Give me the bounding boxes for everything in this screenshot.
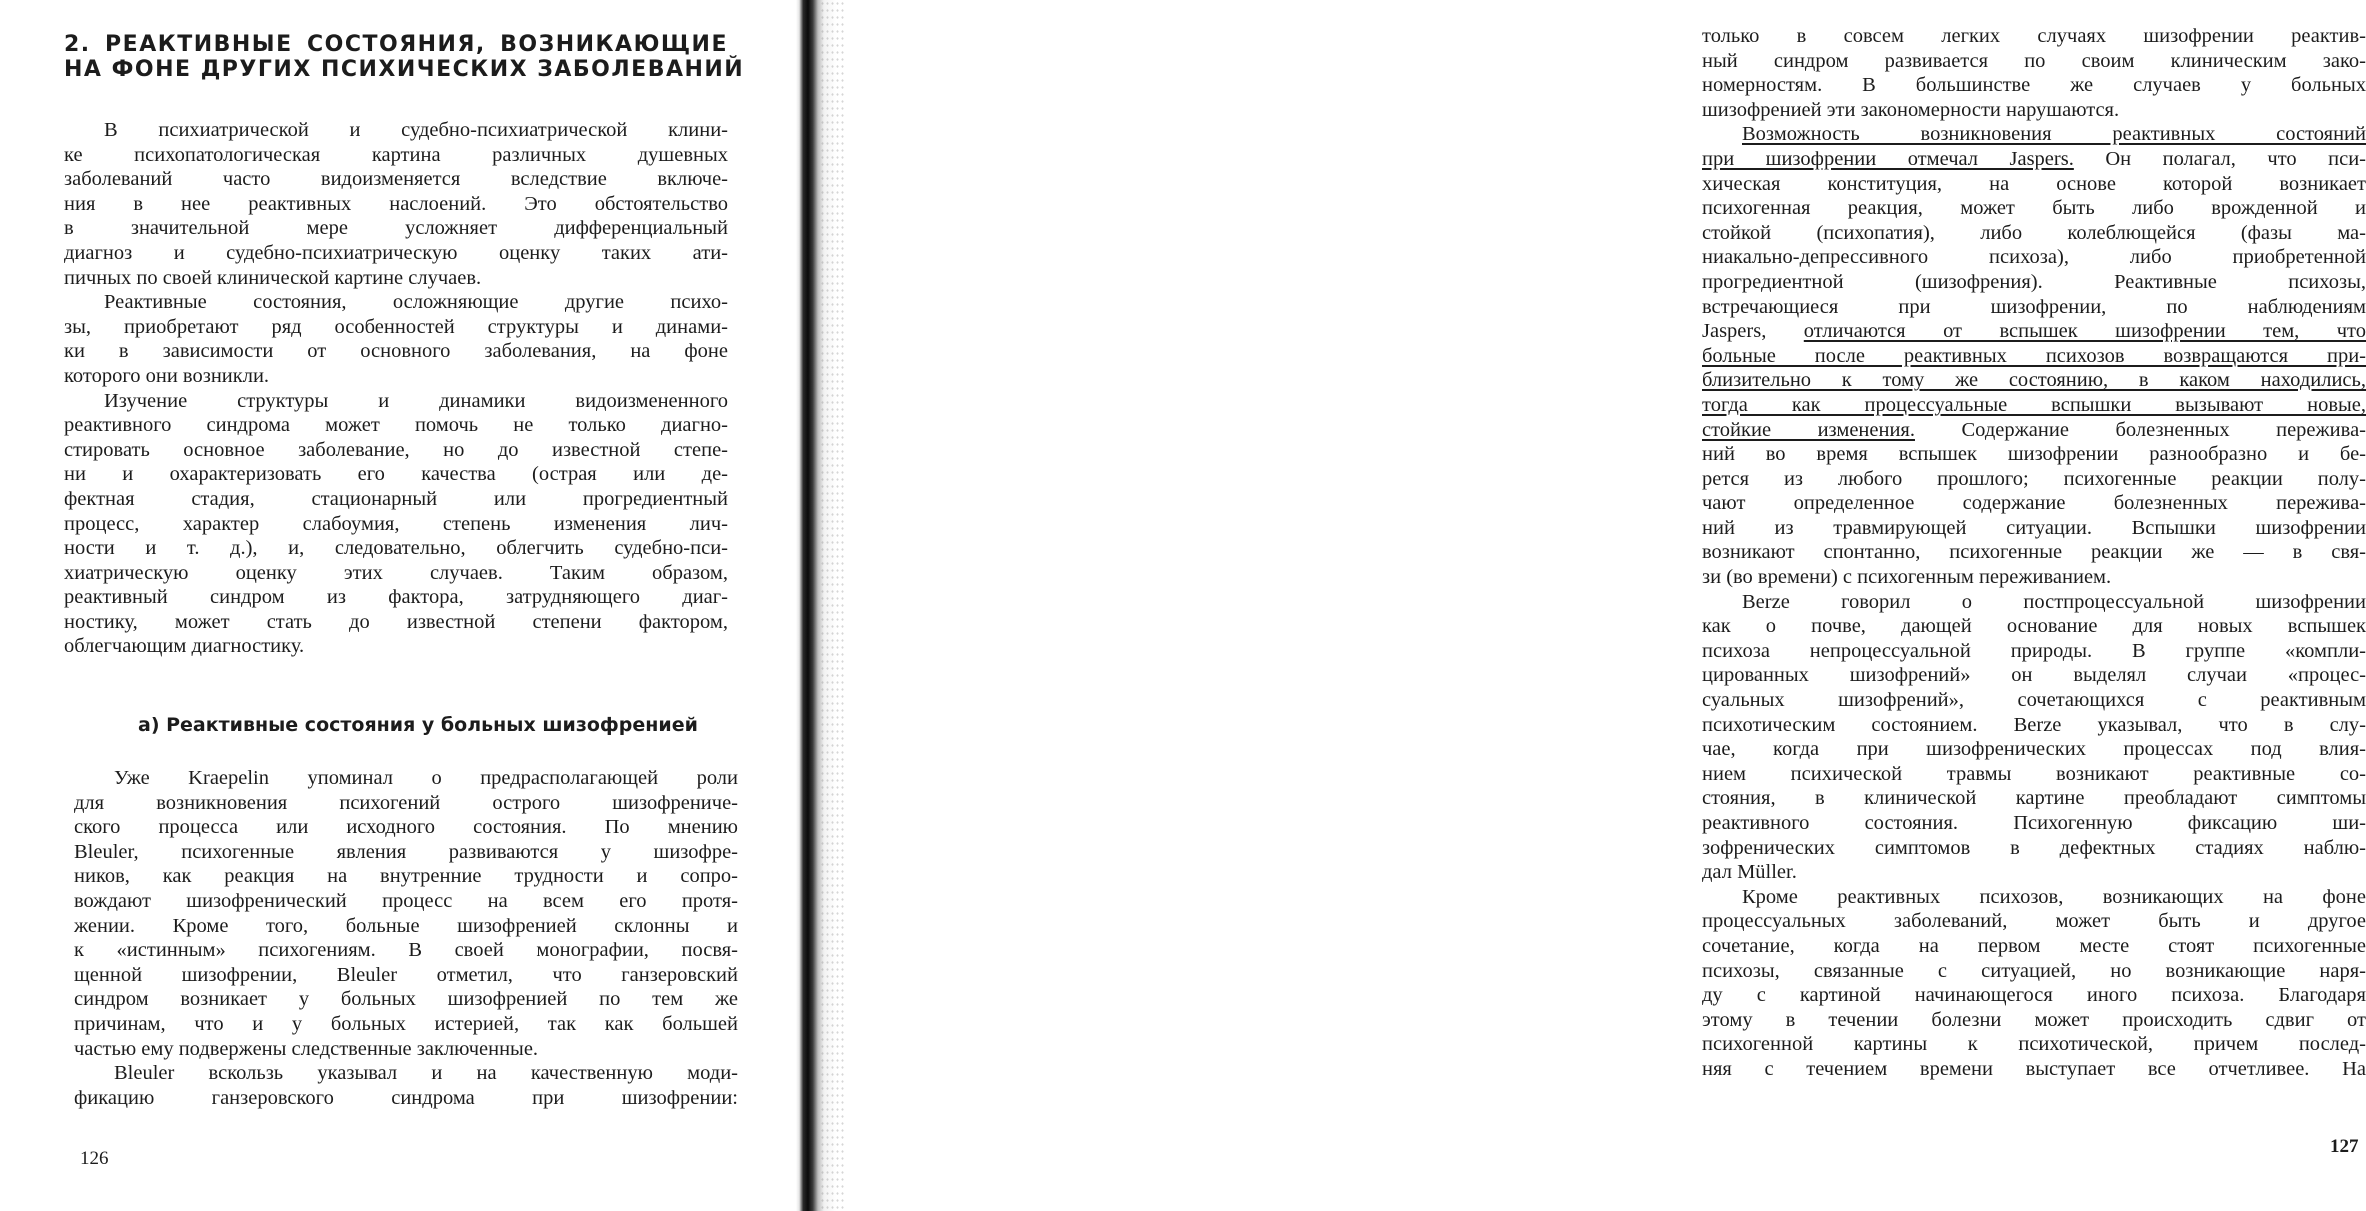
text-line: ности и т. д.), и, следовательно, облегчить судебно-пси- <box>64 537 728 560</box>
text-line: процессуальных заболеваний, может быть и другое <box>1702 910 2366 933</box>
text-line: ниакально-депрессивного психоза), либо приобретенной <box>1702 246 2366 269</box>
text-line: цированных шизофрений» он выделял случаи «процес- <box>1702 664 2366 687</box>
text-line: ки в зависимости от основного заболевания, на фоне <box>64 340 728 363</box>
paragraph <box>1702 590 2366 885</box>
text-line <box>1702 368 2366 393</box>
text-line: пичных по своей клинической картине случаев. <box>64 266 482 289</box>
text-line: ни и охарактеризовать его качества (острая или де- <box>64 463 728 486</box>
text-line: зы, приобретают ряд особенностей структуры и динами- <box>64 315 728 338</box>
paragraph <box>1702 122 2366 589</box>
underlined-text: близительно к тому же состоянию, в каком находились, <box>1702 369 2366 392</box>
text-line: ду с картиной начинающегося иного психоза. Благодаря <box>1702 984 2366 1007</box>
page-number: 127 <box>2330 1136 2359 1157</box>
left-page <box>0 0 812 1211</box>
text-line: только в совсем легких случаях шизофрении реактив- <box>1702 25 2366 47</box>
text-line: суальных шизофрений», сочетающихся с реактивным <box>1702 689 2366 712</box>
text-line: рется из любого прошлого; психогенные реакции полу- <box>1702 467 2366 490</box>
text-line: прогредиентной (шизофрения). Реактивные психозы, <box>1702 270 2366 293</box>
text-line: сочетание, когда на первом месте стоят психогенные <box>1702 934 2366 957</box>
text-line: няя с течением времени выступает все отчетливее. На <box>1702 1057 2366 1080</box>
text-line: в значительной мере усложняет дифференциальный <box>64 217 728 240</box>
text-fragment: Он полагал, что пси- <box>2073 147 2366 170</box>
text-line: Изучение структуры и динамики видоизмененного <box>104 389 728 412</box>
text-fragment: Jaspers, <box>1702 320 1804 343</box>
underlined-text: отличаются от вспышек шизофрении тем, что <box>1803 320 2366 343</box>
text-line: облегчающим диагностику. <box>64 635 305 658</box>
text-line: психогенной картины к психотической, причем послед- <box>1702 1033 2366 1056</box>
paragraph <box>1702 885 2366 1082</box>
underlined-text: больные после реактивных психозов возвращаются при- <box>1702 344 2366 367</box>
text-line <box>1702 319 2366 344</box>
text-line: возникают спонтанно, психогенные реакции же — в свя- <box>1702 541 2366 564</box>
text-line: реактивный синдром из фактора, затрудняющего диаг- <box>64 586 728 609</box>
text-line <box>1702 393 2366 418</box>
text-line: к «истинным» психогениям. В своей монографии, посвя- <box>74 939 738 962</box>
text-line <box>1702 344 2366 369</box>
text-line: встречающиеся при шизофрении, по наблюдениям <box>1702 295 2366 318</box>
text-line: жении. Кроме того, больные шизофренией склонны и <box>74 914 738 937</box>
heading-line: 2. РЕАКТИВНЫЕ СОСТОЯНИЯ, ВОЗНИКАЮЩИЕ <box>64 32 728 57</box>
text-line: процесс, характер слабоумия, степень изменения лич- <box>64 512 728 535</box>
text-line: Реактивные состояния, осложняющие другие психо- <box>104 291 728 314</box>
text-line: диагноз и судебно-психиатрическую оценку таких ати- <box>64 241 728 264</box>
text-line: которого они возникли. <box>64 364 270 387</box>
heading-line: НА ФОНЕ ДРУГИХ ПСИХИЧЕСКИХ ЗАБОЛЕВАНИЙ <box>64 56 745 82</box>
left-column-bottom <box>74 766 738 1110</box>
text-line: заболеваний часто видоизменяется вследствие включе- <box>64 168 728 191</box>
text-line: Уже Kraepelin упоминал о предрасполагающей роли <box>114 767 738 789</box>
text-line: шизофренией эти закономерности нарушаются. <box>1702 98 2120 121</box>
underlined-text: стойкие изменения. <box>1702 418 1915 441</box>
text-line: номерностям. В большинстве же случаев у больных <box>1702 74 2366 97</box>
paragraph <box>74 1061 738 1110</box>
text-line <box>1702 418 2366 443</box>
text-line: ный синдром развивается по своим клиническим зако- <box>1702 49 2366 72</box>
right-column <box>1702 24 2366 1082</box>
section-heading <box>64 30 745 82</box>
text-line: ний из травмирующей ситуации. Вспышки шизофрении <box>1702 516 2366 539</box>
text-line <box>1702 147 2366 172</box>
text-line: ке психопатологическая картина различных душевных <box>64 143 728 166</box>
text-line: Berze говорил о постпроцессуальной шизофрении <box>1742 590 2366 613</box>
paragraph <box>64 389 728 660</box>
right-page <box>838 0 2366 1211</box>
text-line: реактивного синдрома может помочь не только диагно- <box>64 414 728 437</box>
text-line: зофренических симптомов в дефектных стадиях наблю- <box>1702 836 2366 859</box>
page-number: 126 <box>80 1148 109 1169</box>
text-line: зи (во времени) с психогенным переживанием. <box>1702 566 2112 589</box>
text-line <box>1702 122 2366 147</box>
text-line: щенной шизофрении, Bleuler отметил, что ганзеровский <box>74 963 738 986</box>
text-line: хическая конституция, на основе которой возникает <box>1702 172 2366 195</box>
text-line: психозы, связанные с ситуацией, но возникающие наря- <box>1702 959 2366 982</box>
subsection-heading: а) Реактивные состояния у больных шизофренией <box>138 714 698 736</box>
text-line: ний во время вспышек шизофрении разнообразно и бе- <box>1702 443 2366 466</box>
paragraph <box>64 290 728 388</box>
text-line: реактивного состояния. Психогенную фиксацию ши- <box>1702 812 2366 834</box>
text-line: синдром возникает у больных шизофренией по тем же <box>74 988 738 1011</box>
text-line: частью ему подвержены следственные заключенные. <box>74 1037 539 1060</box>
text-line: для возникновения психогений острого шизофрениче- <box>74 791 738 814</box>
text-line: ников, как реакция на внутренние трудности и сопро- <box>74 865 738 888</box>
text-line: Bleuler, психогенные явления развиваются у шизофре- <box>74 840 738 863</box>
underlined-text: при шизофрении отмечал Jaspers. <box>1702 147 2074 170</box>
text-line: вождают шизофренический процесс на всем его протя- <box>74 889 738 912</box>
text-line: психогенная реакция, может быть либо врожденной и <box>1702 197 2366 220</box>
text-line: ского процесса или исходного состояния. По мнению <box>74 816 738 839</box>
text-line: причинам, что и у больных истерией, так как большей <box>74 1012 738 1035</box>
text-fragment: Содержание болезненных пережива- <box>1914 418 2366 441</box>
text-line: дал Müller. <box>1702 861 1797 884</box>
text-line: ностику, может стать до известной степени фактором, <box>64 610 728 633</box>
text-line: как о почве, дающей основание для новых вспышек <box>1702 615 2366 638</box>
text-line: хиатрическую оценку этих случаев. Таким образом, <box>64 561 728 584</box>
text-line: ния в нее реактивных наслоений. Это обстоятельство <box>64 192 728 215</box>
text-line: В психиатрической и судебно-психиатрической клини- <box>104 119 728 141</box>
paragraph <box>1702 24 2366 122</box>
text-line: Bleuler вскользь указывал и на качественную моди- <box>114 1062 738 1085</box>
paragraph <box>64 118 728 290</box>
text-line: фикацию ганзеровского синдрома при шизофрении: <box>74 1086 738 1109</box>
left-column-top <box>64 118 728 659</box>
text-line: чае, когда при шизофренических процессах под влия- <box>1702 738 2366 761</box>
underlined-text: Возможность возникновения реактивных состояний <box>1742 123 2366 146</box>
paragraph <box>74 766 738 1061</box>
text-line: нием психической травмы возникают реактивные со- <box>1702 762 2366 785</box>
text-line: чают определенное содержание болезненных пережива- <box>1702 492 2366 515</box>
text-line: стояния, в клинической картине преобладают симптомы <box>1702 787 2366 810</box>
text-line: Кроме реактивных психозов, возникающих на фоне <box>1742 885 2366 908</box>
text-line: психотическим состоянием. Berze указывал, что в слу- <box>1702 713 2366 736</box>
text-line: психоза непроцессуальной природы. В группе «компли- <box>1702 639 2366 662</box>
underlined-text: тогда как процессуальные вспышки вызывают новые, <box>1702 393 2366 416</box>
text-line: этому в течении болезни может происходить сдвиг от <box>1702 1008 2366 1031</box>
text-line: фектная стадия, стационарный или прогредиентный <box>64 487 728 510</box>
text-line: стировать основное заболевание, но до известной степе- <box>64 438 728 461</box>
text-line: стойкой (психопатия), либо колеблющейся (фазы ма- <box>1702 221 2366 244</box>
